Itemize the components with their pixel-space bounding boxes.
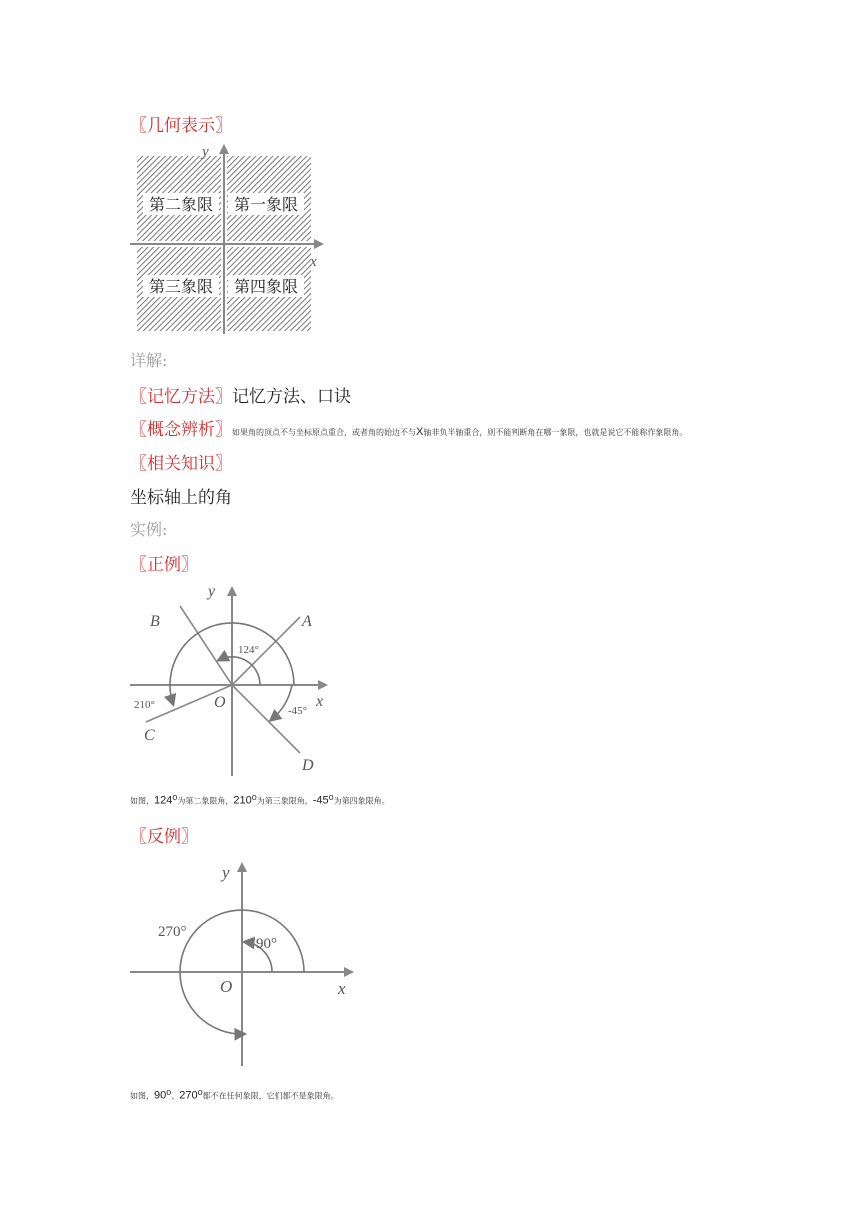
x-axis-arrow bbox=[344, 967, 354, 977]
x-axis-label: x bbox=[316, 693, 324, 710]
caption-text: 为第二象限角， bbox=[177, 796, 234, 806]
degree-mark: o bbox=[166, 1087, 172, 1097]
y-axis-label: y bbox=[222, 863, 230, 882]
caption-text: 如图， bbox=[130, 796, 154, 806]
caption-text: 如图， bbox=[130, 1091, 154, 1101]
positive-caption bbox=[130, 792, 390, 807]
point-d-label: D bbox=[302, 757, 314, 774]
caption-value-90: 90 bbox=[154, 1089, 167, 1102]
memory-heading: 〖记忆方法〗 bbox=[130, 387, 232, 407]
point-a-label: A bbox=[302, 613, 312, 630]
quadrant-1-label: 第一象限 bbox=[233, 195, 299, 214]
quadrant-3-label: 第三象限 bbox=[148, 277, 214, 296]
angle-210-label: 210° bbox=[134, 699, 155, 711]
concept-text bbox=[232, 428, 687, 437]
degree-mark: o bbox=[251, 792, 257, 802]
y-axis-label: y bbox=[208, 583, 216, 600]
caption-text: 都不在任何象限，它们都不是象限角。 bbox=[202, 1091, 339, 1101]
y-axis-arrow bbox=[227, 586, 237, 596]
concept-heading: 〖概念辨析〗 bbox=[130, 420, 232, 440]
x-axis-label: x bbox=[338, 979, 346, 998]
concept-text-part1: 如果角的顶点不与坐标原点重合，或者角的始边不与 bbox=[232, 428, 416, 437]
y-axis-arrow bbox=[237, 862, 247, 872]
positive-example-figure bbox=[128, 580, 340, 778]
angle-90-label: 90° bbox=[256, 936, 277, 952]
origin-label: O bbox=[220, 977, 233, 996]
concept-x-symbol: X bbox=[416, 426, 424, 438]
concept-row bbox=[130, 415, 687, 440]
x-axis-label: x bbox=[310, 254, 317, 270]
caption-text: 、 bbox=[171, 1091, 180, 1101]
quadrant-figure bbox=[128, 142, 330, 336]
memory-row bbox=[130, 382, 351, 407]
y-axis-arrow bbox=[219, 144, 229, 154]
degree-mark: o bbox=[172, 792, 178, 802]
quadrant-4-label: 第四象限 bbox=[233, 277, 299, 296]
caption-text: 为第四象限角。 bbox=[333, 796, 390, 806]
geometry-heading: 〖几何表示〗 bbox=[130, 116, 232, 136]
arc-124 bbox=[219, 657, 260, 685]
caption-value-270: 270 bbox=[179, 1089, 198, 1102]
negative-heading: 〖反例〗 bbox=[130, 827, 198, 847]
example-label: 实例: bbox=[130, 520, 168, 539]
caption-value-210: 210 bbox=[233, 794, 252, 807]
ray-ob bbox=[180, 606, 232, 685]
x-axis-arrow bbox=[314, 239, 324, 249]
y-axis-label: y bbox=[202, 144, 209, 160]
degree-mark: o bbox=[197, 1087, 203, 1097]
point-b-label: B bbox=[150, 613, 160, 630]
quadrant-2-label: 第二象限 bbox=[148, 195, 214, 214]
detail-label: 详解: bbox=[130, 351, 168, 370]
memory-text: 记忆方法、口诀 bbox=[232, 387, 351, 407]
related-heading: 〖相关知识〗 bbox=[130, 454, 232, 474]
x-axis-arrow bbox=[318, 680, 328, 690]
point-c-label: C bbox=[144, 727, 155, 744]
angle-270-label: 270° bbox=[158, 924, 187, 940]
caption-text: 为第三象限角， bbox=[256, 796, 313, 806]
angle-neg45-label: -45° bbox=[288, 705, 308, 717]
caption-value-124: 124 bbox=[154, 794, 173, 807]
related-text: 坐标轴上的角 bbox=[130, 488, 232, 508]
concept-text-part2: 轴非负半轴重合，则不能判断角在哪一象限，也就是说它不能称作象限角。 bbox=[423, 428, 688, 437]
angle-124-label: 124° bbox=[238, 644, 259, 656]
caption-value-neg45: -45 bbox=[312, 794, 329, 807]
degree-mark: o bbox=[328, 792, 334, 802]
negative-caption bbox=[130, 1087, 339, 1102]
origin-label: O bbox=[214, 694, 226, 711]
positive-heading: 〖正例〗 bbox=[130, 555, 198, 575]
negative-example-figure bbox=[128, 856, 360, 1068]
